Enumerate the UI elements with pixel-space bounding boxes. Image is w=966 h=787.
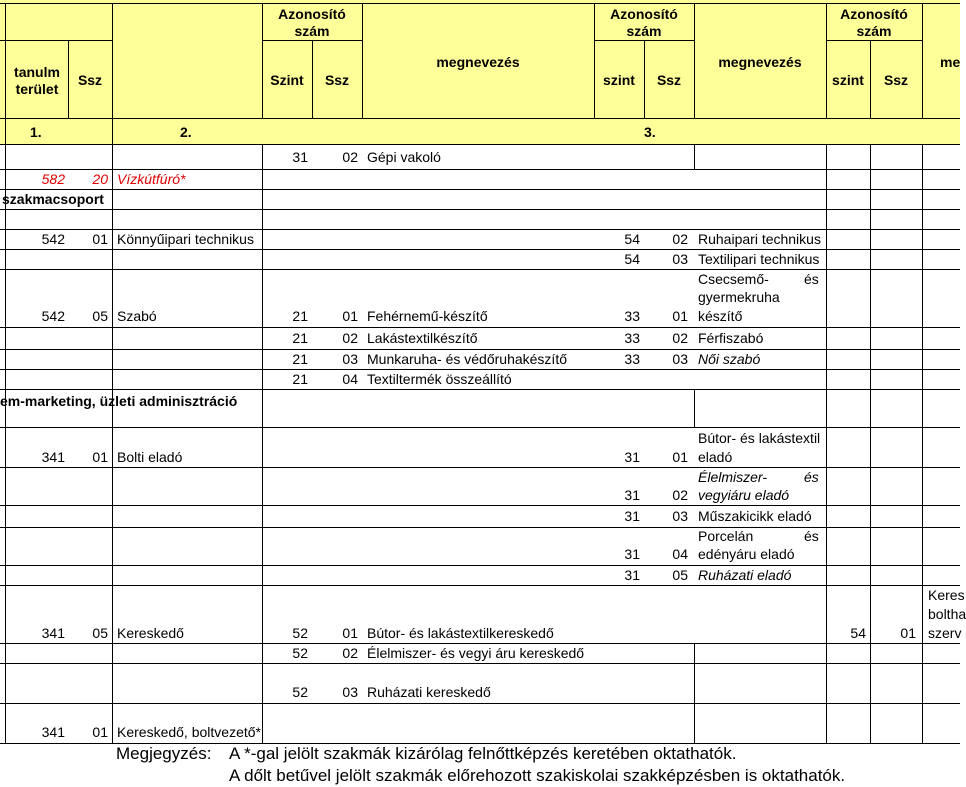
r7-l2-ssz: 05 — [92, 308, 108, 324]
r17-l5-name-b: boltha — [928, 606, 966, 622]
r13-l4-name-a: Élelmiszer- — [698, 469, 767, 485]
group-szakmacsoport: szakmacsoport — [2, 191, 104, 207]
r8-l3-ssz: 02 — [342, 330, 358, 346]
r13-l4-ssz: 02 — [672, 487, 688, 503]
r10-l3-name: Textiltermék összeállító — [367, 371, 512, 387]
r12-l4-szint: 31 — [624, 449, 640, 465]
header-group-1: 1. — [30, 124, 42, 140]
r12-l4-name-a: Bútor- és lakástextil — [698, 430, 821, 446]
r12-l2-szint: 341 — [41, 449, 65, 465]
r17-l3-szint: 52 — [292, 625, 308, 641]
r13-l4-name-b: és — [804, 469, 819, 485]
r7-l4-name-b: és — [804, 271, 819, 287]
r16-l4-szint: 31 — [624, 567, 640, 583]
header-szam-text: szám — [856, 23, 892, 39]
r14-l4-ssz: 03 — [672, 508, 688, 524]
header-group-2: 2. — [180, 124, 192, 140]
r9-l3-szint: 21 — [292, 351, 308, 367]
r7-l3-ssz: 01 — [342, 308, 358, 324]
r17-l3-ssz: 01 — [342, 625, 358, 641]
header-azonosito-text: Azonosító — [840, 6, 908, 22]
r15-l4-name-c: edényáru eladó — [698, 546, 795, 562]
header-megnevezes-2: megnevezés — [436, 54, 520, 70]
r17-l2-ssz: 05 — [92, 625, 108, 641]
r5-l2-name: Könnyűipari technikus — [117, 231, 254, 247]
header-ssz-3: Ssz — [656, 72, 682, 88]
header-szint-3: szint — [603, 72, 635, 88]
header-megnevezes-cut: me — [940, 54, 961, 70]
group-marketing: em-marketing, üzleti adminisztráció — [0, 393, 238, 409]
r18-l3-szint: 52 — [292, 645, 308, 661]
r7-l4-ssz: 01 — [672, 308, 688, 324]
r10-l3-szint: 21 — [292, 371, 308, 387]
header-group-3: 3. — [644, 124, 656, 140]
r8-l3-szint: 21 — [292, 330, 308, 346]
header-azonosito-text: Azonosító — [278, 6, 346, 22]
r1-name: Gépi vakoló — [367, 149, 441, 165]
r9-l3-ssz: 03 — [342, 351, 358, 367]
header-azonosito-text: Azonosító — [610, 6, 678, 22]
r13-l4-name-c: vegyiáru eladó — [698, 487, 790, 503]
r7-l4-szint: 33 — [624, 308, 640, 324]
r5-l2-ssz: 01 — [92, 231, 108, 247]
r5-l4-name: Ruhaipari technikus — [698, 231, 821, 247]
r1-szint: 31 — [292, 149, 308, 165]
r18-l3-ssz: 02 — [342, 645, 358, 661]
header-terulet: terület — [15, 81, 59, 97]
r18-l3-name: Élelmiszer- és vegyi áru kereskedő — [367, 645, 585, 661]
r7-l4-name-c: gyermekruha — [698, 289, 780, 305]
header-azonosito-4 — [826, 6, 922, 40]
r19-l3-name: Ruházati kereskedő — [367, 684, 491, 700]
header-szint-4: szint — [832, 72, 864, 88]
r16-l4-name: Ruházati eladó — [698, 567, 792, 583]
header-ssz-2: Ssz — [324, 72, 350, 88]
r8-l3-name: Lakástextilkészítő — [367, 330, 478, 346]
header-szam-text: szám — [626, 23, 662, 39]
r17-l2-szint: 341 — [41, 625, 65, 641]
r8-l4-name: Férfiszabó — [698, 330, 764, 346]
r5-l4-szint: 54 — [624, 231, 640, 247]
r6-l4-ssz: 03 — [672, 251, 688, 267]
r19-l3-ssz: 03 — [342, 684, 358, 700]
r9-l4-szint: 33 — [624, 351, 640, 367]
r12-l4-ssz: 01 — [672, 449, 688, 465]
r20-l2-name: Kereskedő, boltvezető* — [117, 724, 261, 740]
r2-name: Vízkútfúró* — [117, 171, 186, 187]
r10-l3-ssz: 04 — [342, 371, 358, 387]
r15-l4-szint: 31 — [624, 546, 640, 562]
r9-l4-ssz: 03 — [672, 351, 688, 367]
header-szint-2: Szint — [270, 72, 304, 88]
notes-label: Megjegyzés: — [116, 744, 212, 763]
header-tanulm-terulet — [8, 64, 66, 98]
r15-l4-name-b: és — [804, 528, 819, 544]
r5-l4-ssz: 02 — [672, 231, 688, 247]
r2-szint: 582 — [41, 171, 65, 187]
header-ssz-1: Ssz — [77, 72, 103, 88]
r19-l3-szint: 52 — [292, 684, 308, 700]
r12-l4-name-b: eladó — [698, 449, 733, 465]
r17-l3-name: Bútor- és lakástextilkereskedő — [367, 625, 554, 641]
notes-line1: A *-gal jelölt szakmák kizárólag felnőttképzés keretében oktathatók. — [229, 744, 737, 763]
r7-l4-name-d: készítő — [698, 308, 743, 324]
header-azonosito-3 — [594, 6, 694, 40]
header-ssz-4: Ssz — [883, 72, 909, 88]
r7-l2-name: Szabó — [117, 308, 157, 324]
r7-l4-name-a: Csecsemő- — [698, 271, 769, 287]
r7-l3-szint: 21 — [292, 308, 308, 324]
header-szam-text: szám — [294, 23, 330, 39]
r12-l2-name: Bolti eladó — [117, 449, 183, 465]
r9-l3-name: Munkaruha- és védőruhakészítő — [367, 351, 567, 367]
r8-l4-ssz: 02 — [672, 330, 688, 346]
r8-l4-szint: 33 — [624, 330, 640, 346]
r17-l2-name: Kereskedő — [117, 625, 184, 641]
r7-l3-name: Fehérnemű-készítő — [367, 308, 488, 324]
notes-line2: A dőlt betűvel jelölt szakmák előrehozott szakiskolai szakképzésben is oktathatók. — [229, 766, 846, 785]
r14-l4-szint: 31 — [624, 508, 640, 524]
r17-l5-szint: 54 — [850, 625, 866, 641]
r20-l2-szint: 341 — [41, 724, 65, 740]
header-megnevezes-3: megnevezés — [718, 54, 802, 70]
r15-l4-name-a: Porcelán — [698, 528, 754, 544]
r14-l4-name: Műszakicikk eladó — [698, 508, 812, 524]
r6-l4-szint: 54 — [624, 251, 640, 267]
r5-l2-szint: 542 — [41, 231, 65, 247]
r2-ssz: 20 — [92, 171, 108, 187]
r1-ssz: 02 — [342, 149, 358, 165]
header-azonosito-2 — [262, 6, 362, 40]
r13-l4-szint: 31 — [624, 487, 640, 503]
r15-l4-ssz: 04 — [672, 546, 688, 562]
r6-l4-name: Textilipari technikus — [698, 251, 820, 267]
r7-l2-szint: 542 — [41, 308, 65, 324]
r9-l4-name: Női szabó — [698, 351, 761, 367]
r16-l4-ssz: 05 — [672, 567, 688, 583]
header-tanulm: tanulm — [14, 64, 60, 80]
r17-l5-name-a: Keres — [928, 587, 965, 603]
r12-l2-ssz: 01 — [92, 449, 108, 465]
r17-l5-name-c: szerv — [928, 625, 962, 641]
r20-l2-ssz: 01 — [92, 724, 108, 740]
r17-l5-ssz: 01 — [900, 625, 916, 641]
